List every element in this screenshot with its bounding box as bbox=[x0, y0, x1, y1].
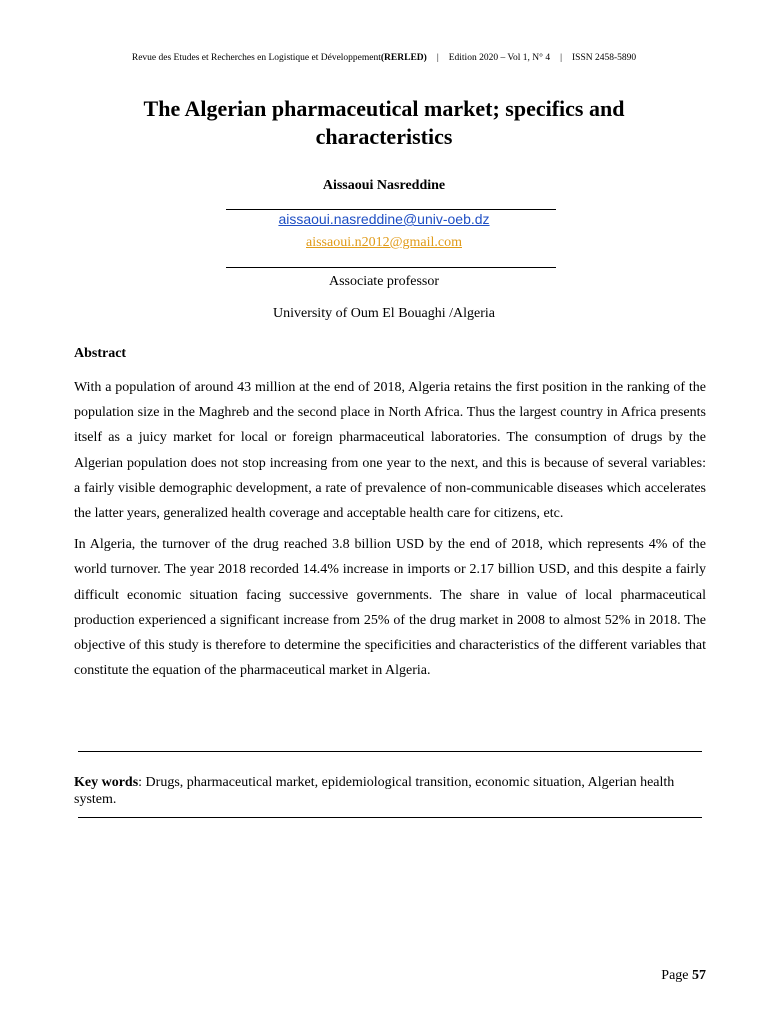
page-number-value: 57 bbox=[692, 968, 706, 983]
page-number bbox=[560, 968, 706, 984]
keywords bbox=[74, 774, 706, 808]
header-separator: | bbox=[560, 53, 562, 63]
journal-issn: ISSN 2458-5890 bbox=[572, 53, 637, 63]
journal-abbrev: (RERLED) bbox=[380, 53, 427, 63]
divider bbox=[78, 817, 702, 818]
author-email-link[interactable]: aissaoui.nasreddine@univ-oeb.dz bbox=[278, 211, 490, 227]
journal-edition: Edition 2020 – Vol 1, N° 4 bbox=[448, 53, 551, 63]
author-position: Associate professor bbox=[328, 274, 440, 289]
divider bbox=[78, 751, 702, 752]
abstract-paragraph: With a population of around 43 million at the end of 2018, Algeria retains the first position in the ranking of the population size in the Maghreb and the second place in North Africa. Thus the largest country in Africa presents itself as a juicy market for local or foreign pharmaceutical laboratories. The consumption of drugs by the Algerian population does not stop increasing from one year to the next, and this is because of several variables: a fairly visible demographic development, a rate of prevalence of non-communicable diseases which accelerates the latter years, generalized health coverage and acceptable health care for citizens, etc. bbox=[74, 380, 706, 522]
paper-title: The Algerian pharmaceutical market; specifics and characteristics bbox=[143, 96, 625, 149]
abstract-heading: Abstract bbox=[74, 346, 127, 361]
keywords-text: : Drugs, pharmaceutical market, epidemiological transition, economic situation, Algerian health system. bbox=[74, 775, 675, 807]
running-header bbox=[0, 53, 768, 63]
author-affiliation: University of Oum El Bouaghi /Algeria bbox=[272, 306, 496, 321]
abstract-body bbox=[74, 375, 706, 689]
keywords-label: Key words bbox=[74, 775, 139, 790]
divider bbox=[226, 267, 556, 268]
author-name: Aissaoui Nasreddine bbox=[322, 178, 446, 193]
author-email-secondary-link[interactable]: aissaoui.n2012@gmail.com bbox=[306, 235, 462, 250]
journal-name: Revue des Etudes et Recherches en Logistique et Développement bbox=[131, 53, 381, 63]
divider bbox=[226, 209, 556, 210]
abstract-paragraph: In Algeria, the turnover of the drug reached 3.8 billion USD by the end of 2018, which represents 4% of the world turnover. The year 2018 recorded 14.4% increase in imports or 2.17 billion USD, and this despite a fairly difficult economic situation facing successive governments. The share in value of local pharmaceutical production experienced a significant increase from 25% of the drug market in 2008 to almost 52% in 2018. The objective of this study is therefore to determine the specificities and characteristics of the different variables that constitute the equation of the pharmaceutical market in Algeria. bbox=[74, 537, 706, 679]
header-separator: | bbox=[436, 53, 439, 63]
page-label: Page bbox=[661, 968, 689, 983]
